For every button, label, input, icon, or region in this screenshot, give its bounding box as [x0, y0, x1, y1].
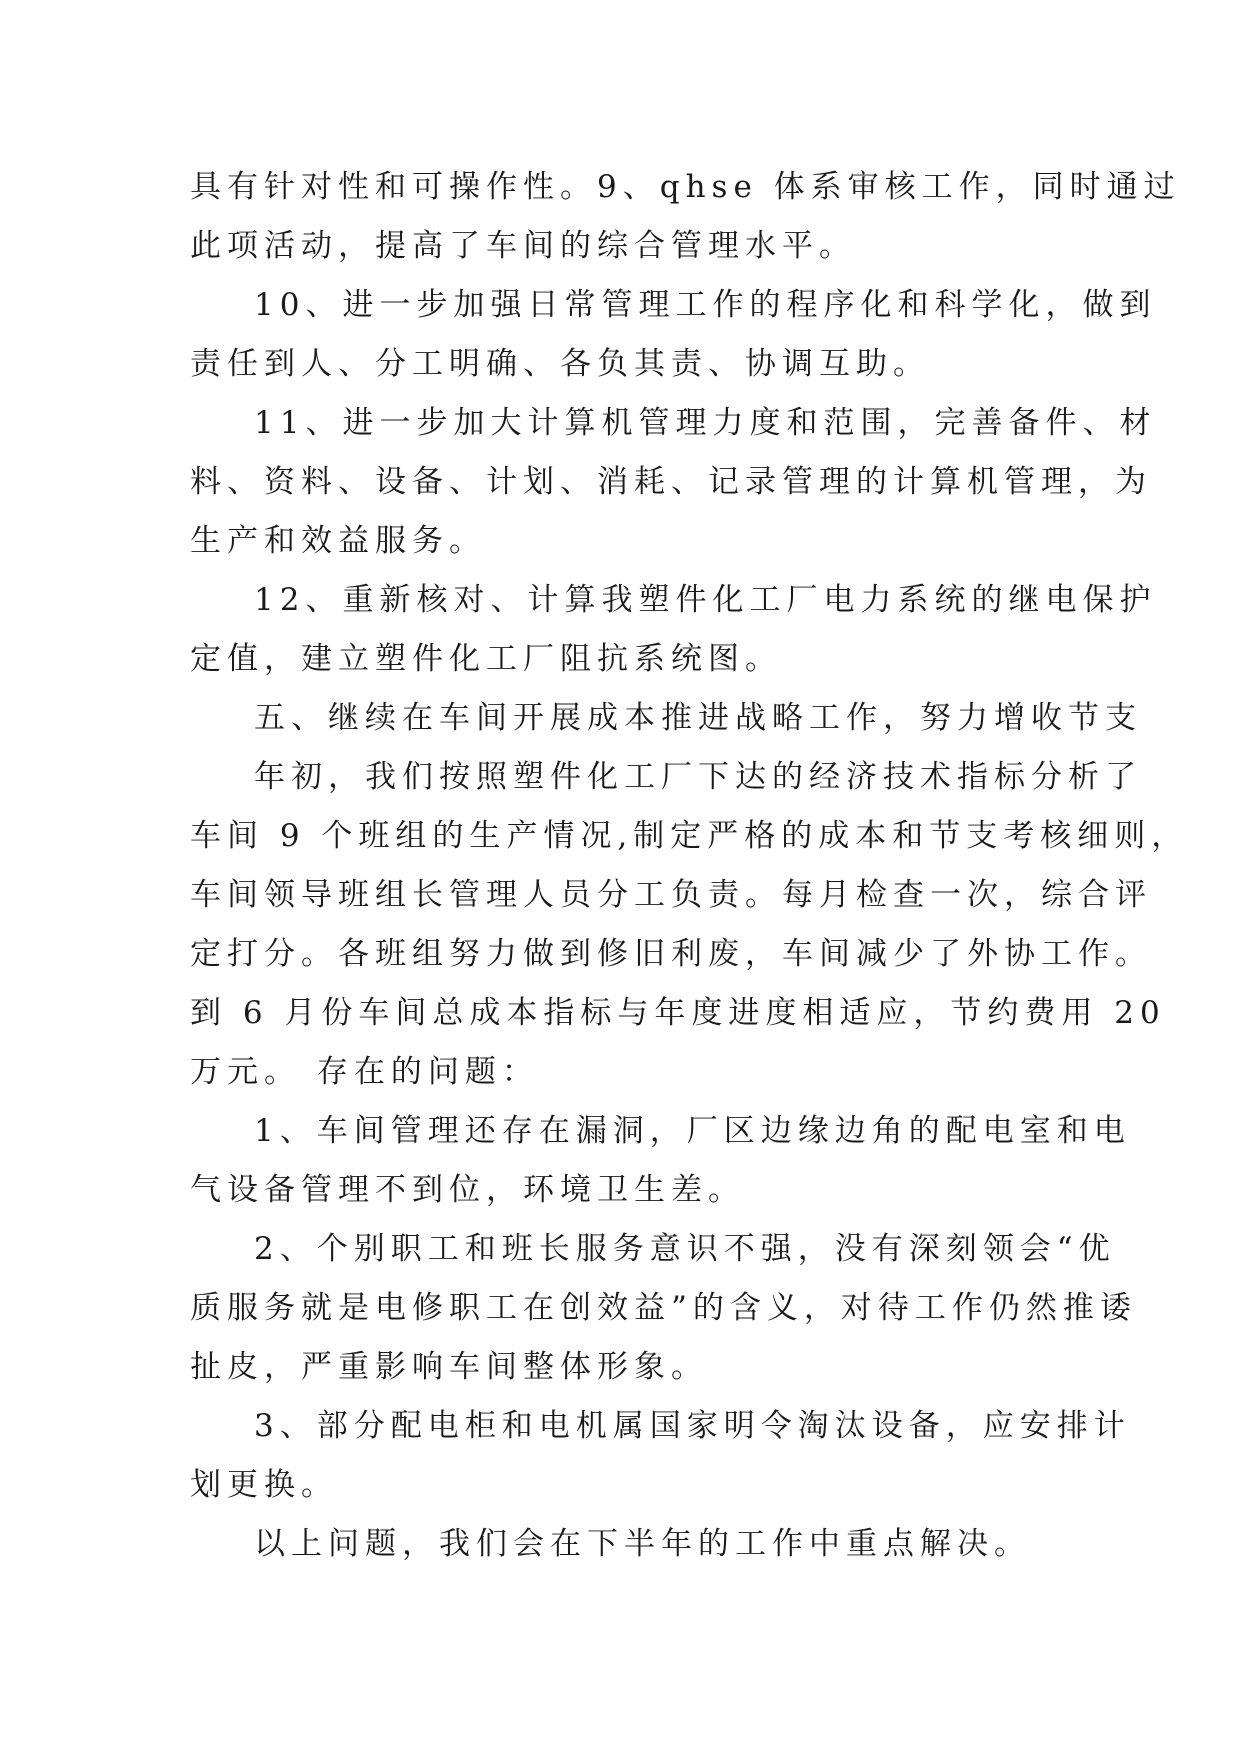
- text-line: 10、进一步加强日常管理工作的程序化和科学化，做到: [254, 287, 1157, 323]
- text-line: 定打分。各班组努力做到修旧利废，车间减少了外协工作。: [190, 936, 1152, 972]
- text-line: 气设备管理不到位，环境卫生差。: [190, 1172, 745, 1208]
- text-line: 年初，我们按照塑件化工厂下达的经济技术指标分析了: [254, 759, 1142, 795]
- text-line: 料、资料、设备、计划、消耗、记录管理的计算机管理，为: [190, 464, 1152, 500]
- text-line: 2、个别职工和班长服务意识不强，没有深刻领会“优: [254, 1231, 1116, 1267]
- text-line: 具有针对性和可操作性。9、qhse 体系审核工作，同时通过: [190, 169, 1181, 205]
- document-body: [190, 158, 1189, 1574]
- text-line: 车间领导班组长管理人员分工负责。每月检查一次，综合评: [190, 877, 1152, 913]
- text-line: 定值，建立塑件化工厂阻抗系统图。: [190, 641, 782, 677]
- section-heading: 五、继续在车间开展成本推进战略工作，努力增收节支: [254, 700, 1142, 736]
- text-line: 万元。 存在的问题：: [190, 1054, 539, 1090]
- text-line: 责任到人、分工明确、各负其责、协调互助。: [190, 346, 930, 382]
- text-line: 此项活动，提高了车间的综合管理水平。: [190, 228, 856, 264]
- text-line: 3、部分配电柜和电机属国家明令淘汰设备，应安排计: [254, 1408, 1131, 1444]
- text-line: 扯皮，严重影响车间整体形象。: [190, 1349, 708, 1385]
- text-line: 12、重新核对、计算我塑件化工厂电力系统的继电保护: [254, 582, 1157, 618]
- text-line: 生产和效益服务。: [190, 523, 486, 559]
- text-line: 以上问题，我们会在下半年的工作中重点解决。: [254, 1526, 1031, 1562]
- text-line: 车间 9 个班组的生产情况,制定严格的成本和节支考核细则，: [190, 818, 1189, 854]
- text-line: 划更换。: [190, 1467, 338, 1503]
- text-line: 11、进一步加大计算机管理力度和范围，完善备件、材: [254, 405, 1157, 441]
- text-line: 1、车间管理还存在漏洞，厂区边缘边角的配电室和电: [254, 1113, 1131, 1149]
- text-line: 到 6 月份车间总成本指标与年度进度相适应，节约费用 20: [190, 995, 1166, 1031]
- text-line: 质服务就是电修职工在创效益”的含义，对待工作仍然推诿: [190, 1290, 1137, 1326]
